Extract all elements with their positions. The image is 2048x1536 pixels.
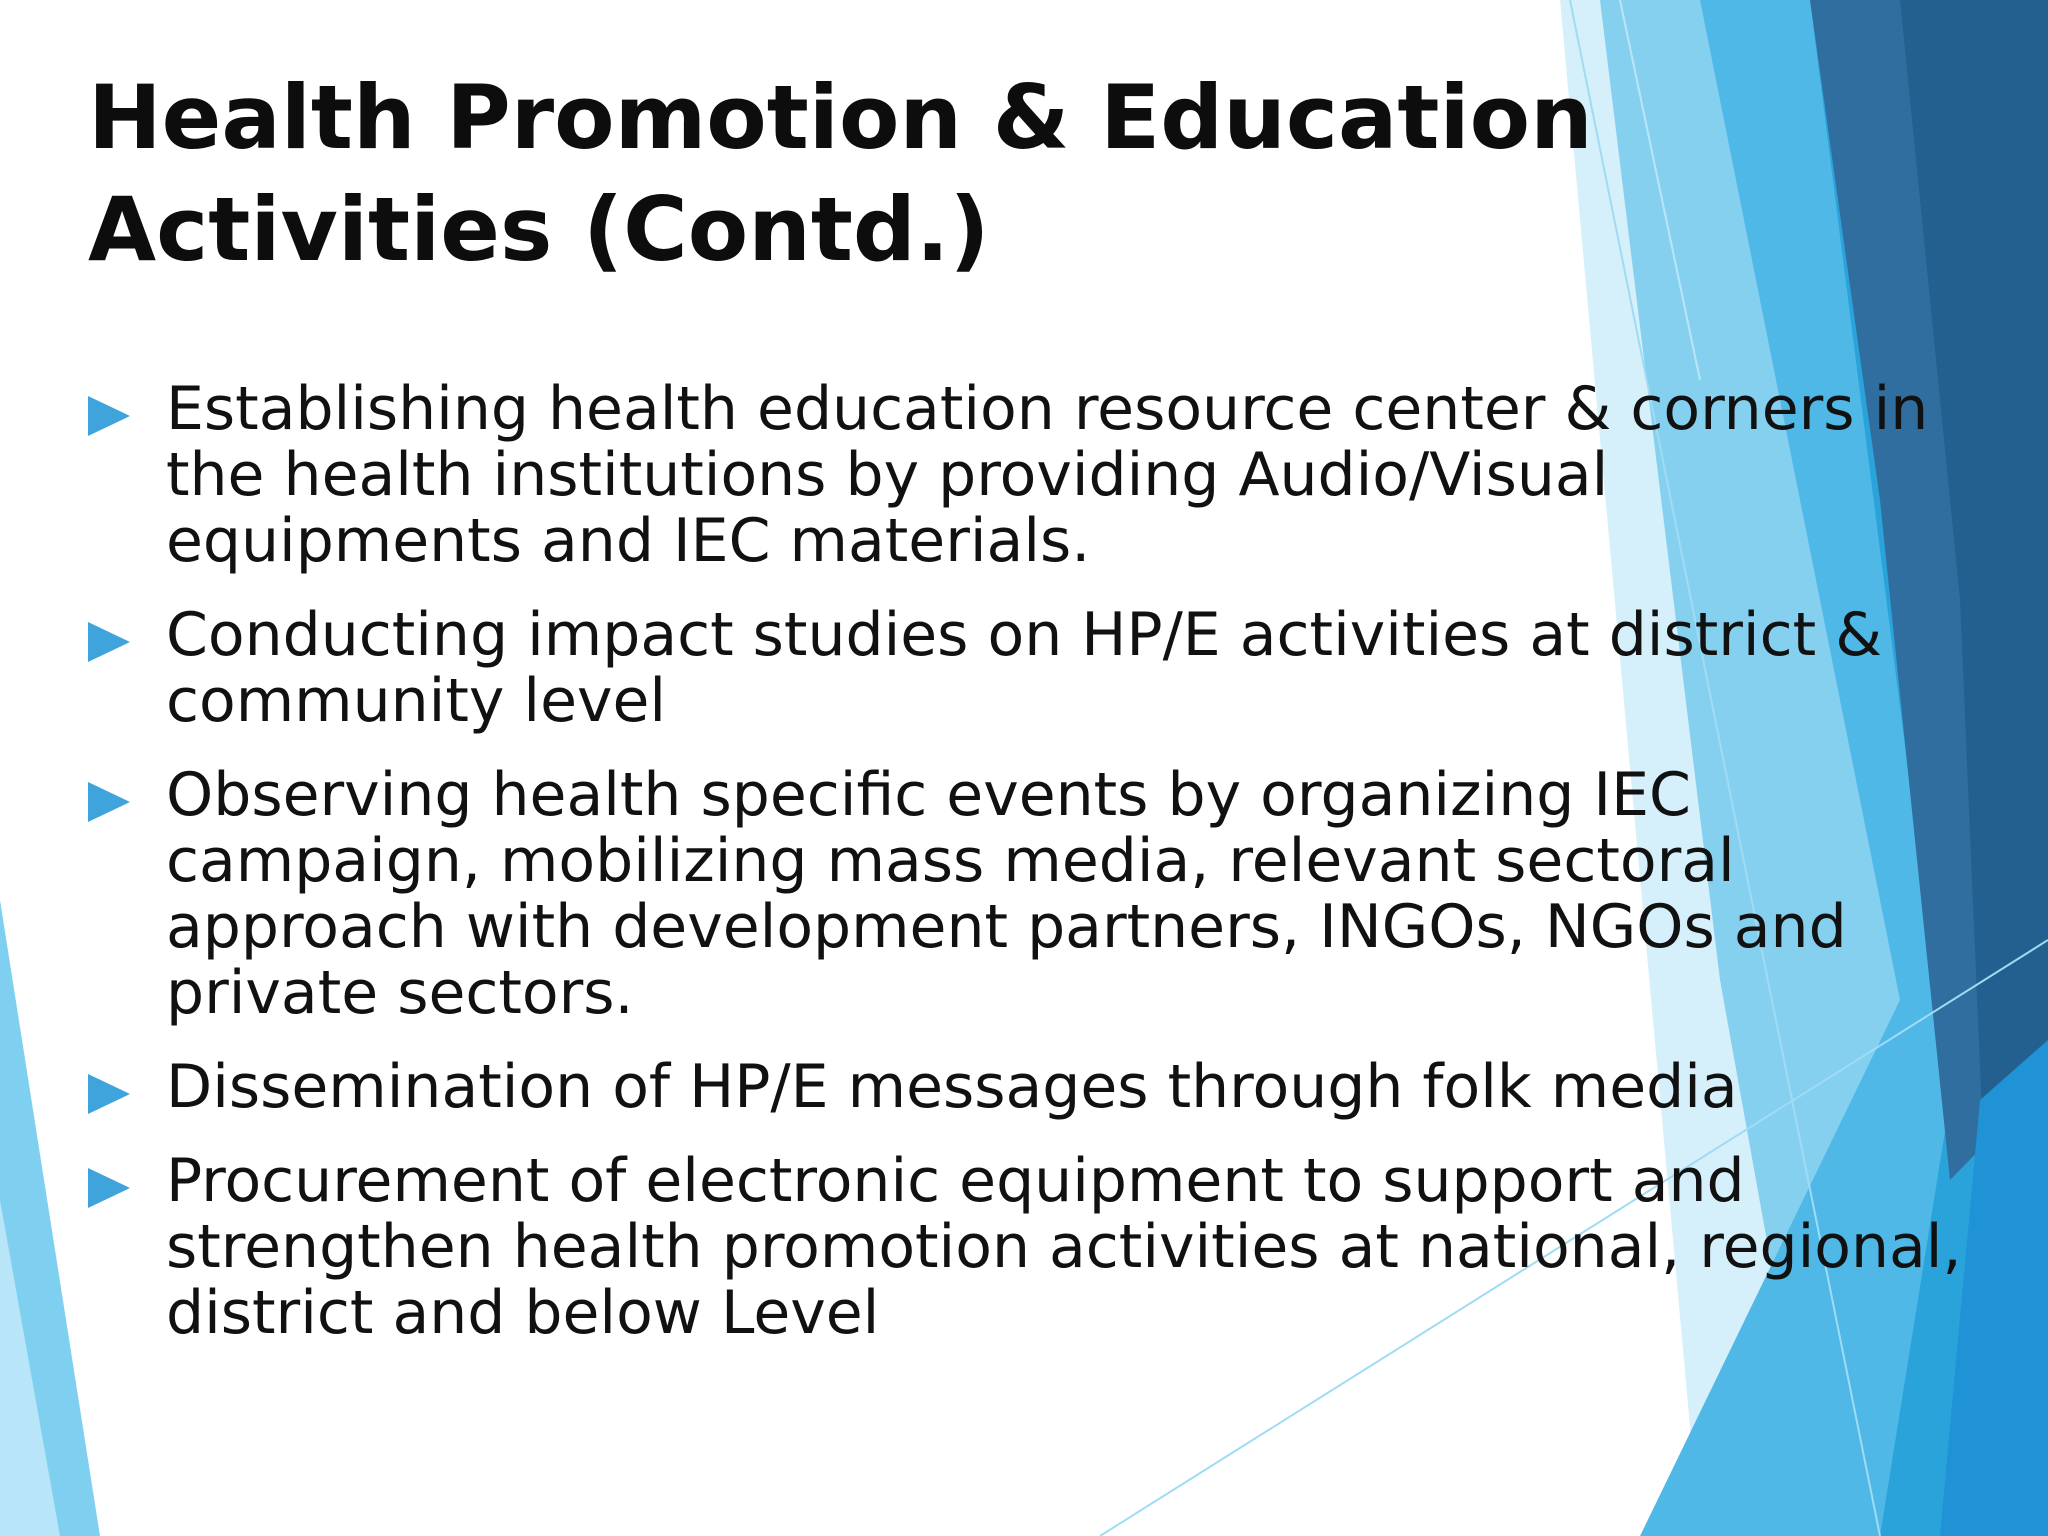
triangle-arrow-icon [88, 1074, 130, 1114]
bullet-text: Establishing health education resource center & corners in the health institutions by providing Audio/Visual equipments and IEC materials. [166, 374, 1929, 576]
triangle-arrow-icon [88, 782, 130, 822]
bullet-text: Conducting impact studies on HP/E activities at district & community level [166, 600, 1882, 736]
bullet-item [88, 602, 1968, 734]
bullet-item [88, 1148, 1968, 1346]
bullet-text: Dissemination of HP/E messages through folk media [166, 1052, 1738, 1122]
slide-title: Health Promotion & Education Activities (Contd.) [88, 66, 1593, 281]
triangle-arrow-icon [88, 1168, 130, 1208]
bullet-item [88, 762, 1968, 1026]
bullet-text: Procurement of electronic equipment to support and strengthen health promotion activities at national, regional, district and below Level [166, 1146, 1962, 1348]
triangle-arrow-icon [88, 396, 130, 436]
bullet-item [88, 1054, 1968, 1120]
bullet-text: Observing health specific events by organizing IEC campaign, mobilizing mass media, relevant sectoral approach with development partners, INGOs, NGOs and private sectors. [166, 760, 1847, 1028]
triangle-arrow-icon [88, 622, 130, 662]
bullet-item [88, 376, 1968, 574]
bullet-list [88, 376, 1968, 1374]
